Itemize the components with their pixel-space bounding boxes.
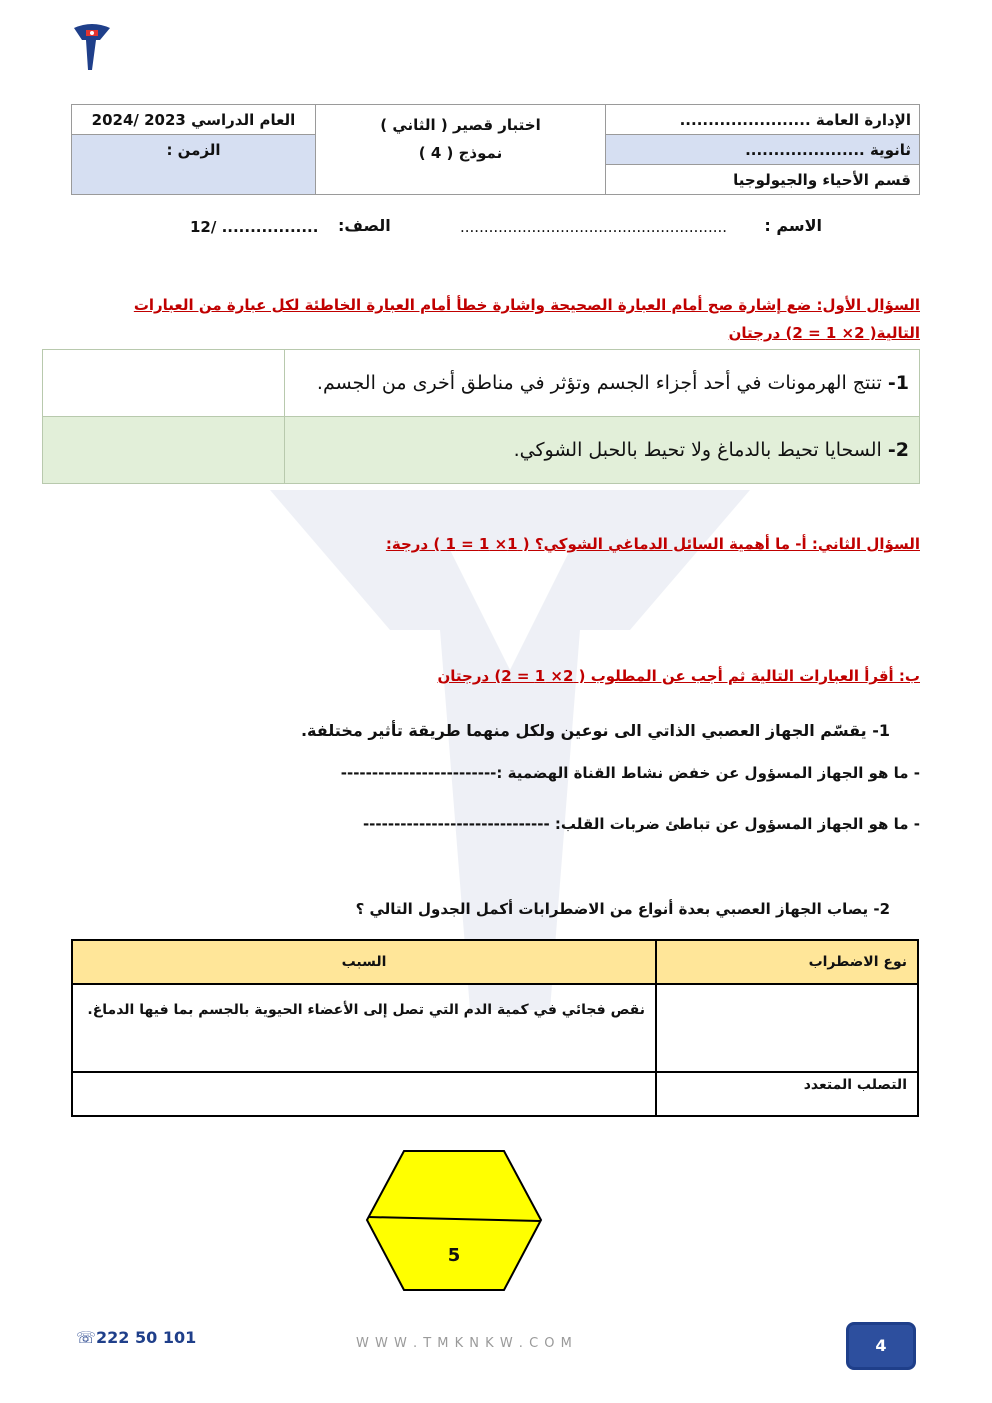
header-table <box>71 104 920 195</box>
q2-sub-1: - ما هو الجهاز المسؤول عن خفض نشاط القناة الهضمية :------------------------- <box>340 764 920 782</box>
page-number-box <box>846 1322 916 1370</box>
footer-phone: ☏222 50 101 <box>76 1328 197 1347</box>
footer-website: W W W . T M K N K W . C O M <box>356 1336 573 1351</box>
score-value: 5 <box>447 1245 461 1266</box>
row1-type-answer[interactable] <box>656 984 918 1072</box>
q2-item-1: 1- يقسّم الجهاز العصبي الذاتي الى نوعين ولكل منهما طريقة تأثير مختلفة. <box>300 721 890 740</box>
score-hexagon <box>364 1148 544 1294</box>
q1-item-1-num: 1- <box>887 372 909 394</box>
tmk-logo-icon <box>72 20 112 74</box>
exam-title-cell <box>316 105 606 195</box>
name-label: الاسم : <box>764 216 822 235</box>
admin-cell: الإدارة العامة ....................... <box>606 105 920 135</box>
col-type-header: نوع الاضطراب <box>656 940 918 984</box>
exam-model: نموذج ( 4 ) <box>418 144 503 162</box>
q1-item-2-text: السحايا تحيط بالدماغ ولا تحيط بالحبل الشوكي. <box>513 439 882 461</box>
q1-table <box>42 349 920 484</box>
q1-answer-1[interactable] <box>43 350 285 417</box>
name-dots: ........................................................ <box>460 218 728 236</box>
q1-statement-2 <box>285 417 920 484</box>
row2-type: التصلب المتعدد <box>656 1072 918 1116</box>
department-cell: قسم الأحياء والجيولوجيا <box>606 165 920 195</box>
academic-year-cell: العام الدراسي 2023 /2024 <box>72 105 316 135</box>
q2-title: السؤال الثاني: أ- ما أهمية السائل الدماغي الشوكي؟ ( 1× 1 = 1 ) درجة: <box>385 535 920 553</box>
q1-row-1 <box>43 350 920 417</box>
disorders-table <box>71 939 919 1117</box>
q1-item-1-text: تنتج الهرمونات في أحد أجزاء الجسم وتؤثر في مناطق أخرى من الجسم. <box>316 372 882 394</box>
q2-sub-2: - ما هو الجهاز المسؤول عن تباطئ ضربات القلب: ------------------------------ <box>362 815 920 833</box>
q2-item-2: 2- يصاب الجهاز العصبي بعدة أنواع من الاضطرابات أكمل الجدول التالي ؟ <box>355 900 890 918</box>
row2-cause-answer[interactable] <box>72 1072 656 1116</box>
row1-cause: نقص فجائي في كمية الدم التي تصل إلى الأعضاء الحيوية بالجسم بما فيها الدماغ. <box>72 984 656 1072</box>
q1-item-2-num: 2- <box>887 439 909 461</box>
exam-title: اختبار قصير ( الثاني ) <box>380 116 541 134</box>
class-value: 12/ ................. <box>190 218 319 236</box>
page-number: 4 <box>875 1336 887 1355</box>
col-cause-header: السبب <box>72 940 656 984</box>
q2-part-b-title: ب: أقرأ العبارات التالية ثم أجب عن المطلوب ( 2× 1 = 2) درجتان <box>437 667 920 685</box>
q1-title-line2: التالية( 2× 1 = 2) درجتان <box>728 324 920 342</box>
class-label: الصف: <box>338 216 391 235</box>
q1-title-line1: السؤال الأول: ضع إشارة صح أمام العبارة الصحيحة واشارة خطأ أمام العبارة الخاطئة لكل عبارة من العبارات <box>133 296 920 314</box>
q1-row-2 <box>43 417 920 484</box>
q1-answer-2[interactable] <box>43 417 285 484</box>
q1-statement-1 <box>285 350 920 417</box>
time-cell: الزمن : <box>72 135 316 195</box>
school-cell: ثانوية ..................... <box>606 135 920 165</box>
